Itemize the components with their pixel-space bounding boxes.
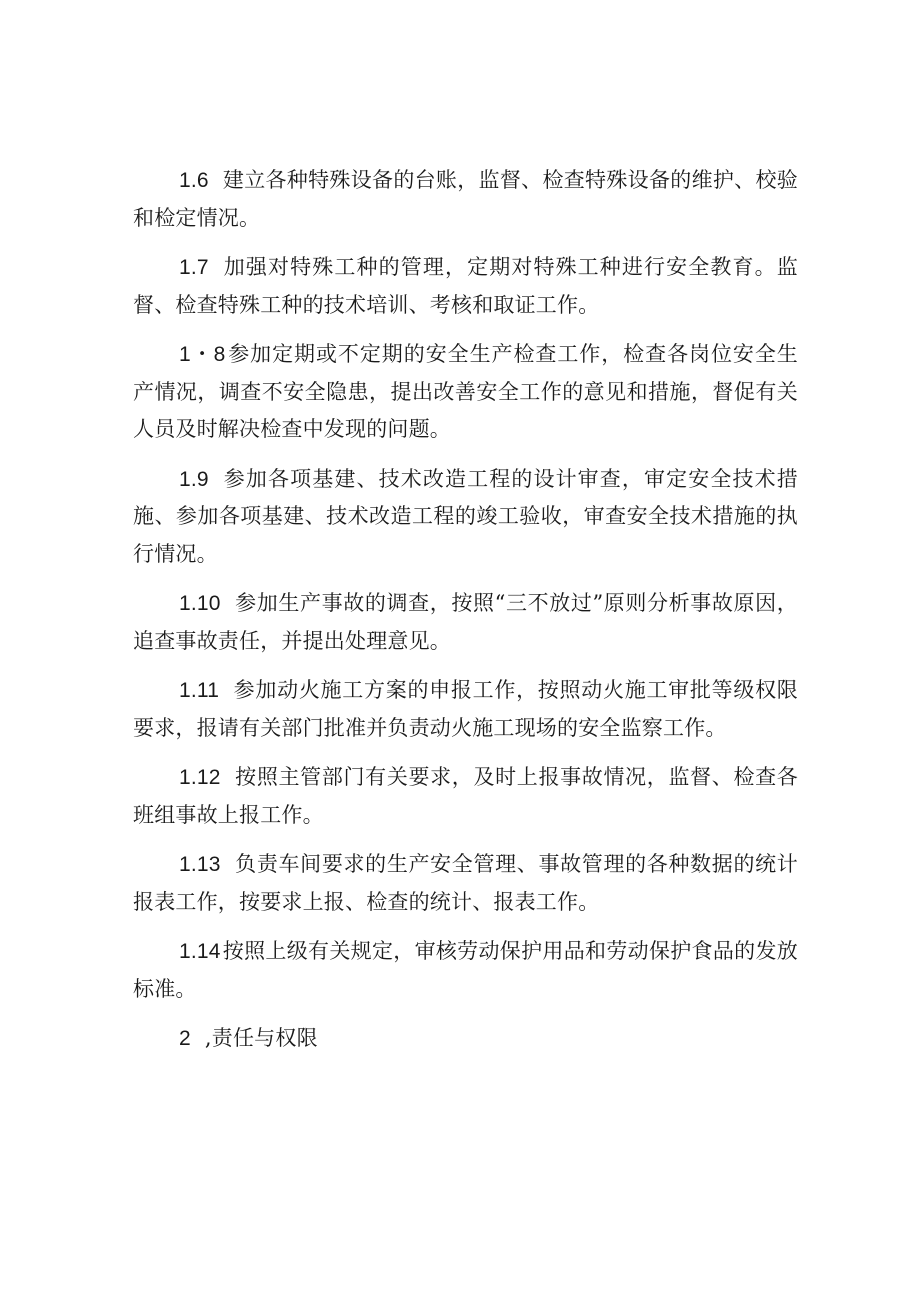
paragraph-1-12 [133, 759, 798, 834]
document-body [133, 162, 798, 1070]
paragraph-text: 参加定期或不定期的安全生产检查工作，检查各岗位安全生产情况，调查不安全隐患，提出改善安全工作的意见和措施，督促有关人员及时解决检查中发现的问题。 [133, 342, 798, 441]
paragraph-number: 1.11 [179, 679, 220, 702]
paragraph-1-14 [133, 933, 798, 1008]
paragraph-1-8 [133, 336, 798, 449]
paragraph-number: 1.10 [179, 592, 221, 615]
paragraph-number: 1・8 [179, 343, 226, 366]
paragraph-text: 参加生产事故的调查，按照“三不放过”原则分析事故原因，追查事故责任，并提出处理意见。 [133, 591, 798, 653]
paragraph-text: 参加动火施工方案的申报工作，按照动火施工审批等级权限要求，报请有关部门批准并负责动火施工现场的安全监察工作。 [133, 678, 798, 740]
paragraph-number: 1.14 [179, 940, 221, 963]
section-title: ,责任与权限 [204, 1026, 318, 1050]
section-heading-2 [133, 1020, 798, 1058]
paragraph-text: 按照主管部门有关要求，及时上报事故情况，监督、检查各班组事故上报工作。 [133, 765, 798, 827]
paragraph-number: 1.9 [179, 467, 209, 491]
paragraph-1-6 [133, 162, 798, 237]
section-number: 2 [179, 1027, 191, 1050]
paragraph-number: 1.12 [179, 766, 221, 789]
paragraph-number: 1.13 [179, 853, 221, 876]
paragraph-1-10 [133, 585, 798, 660]
paragraph-1-7 [133, 249, 798, 324]
paragraph-number: 1.6 [179, 169, 209, 192]
paragraph-text: 建立各种特殊设备的台账，监督、检查特殊设备的维护、校验和检定情况。 [133, 168, 798, 230]
paragraph-1-13 [133, 846, 798, 921]
paragraph-text: 参加各项基建、技术改造工程的设计审查，审定安全技术措施、参加各项基建、技术改造工程的竣工验收，审查安全技术措施的执行情况。 [133, 466, 798, 566]
paragraph-1-11 [133, 672, 798, 747]
paragraph-text: 按照上级有关规定，审核劳动保护用品和劳动保护食品的发放标准。 [133, 939, 798, 1001]
paragraph-text: 加强对特殊工种的管理，定期对特殊工种进行安全教育。监督、检查特殊工种的技术培训、考核和取证工作。 [133, 255, 798, 317]
paragraph-text: 负责车间要求的生产安全管理、事故管理的各种数据的统计报表工作，按要求上报、检查的统计、报表工作。 [133, 852, 798, 914]
paragraph-1-9 [133, 461, 798, 574]
paragraph-number: 1.7 [179, 256, 209, 279]
